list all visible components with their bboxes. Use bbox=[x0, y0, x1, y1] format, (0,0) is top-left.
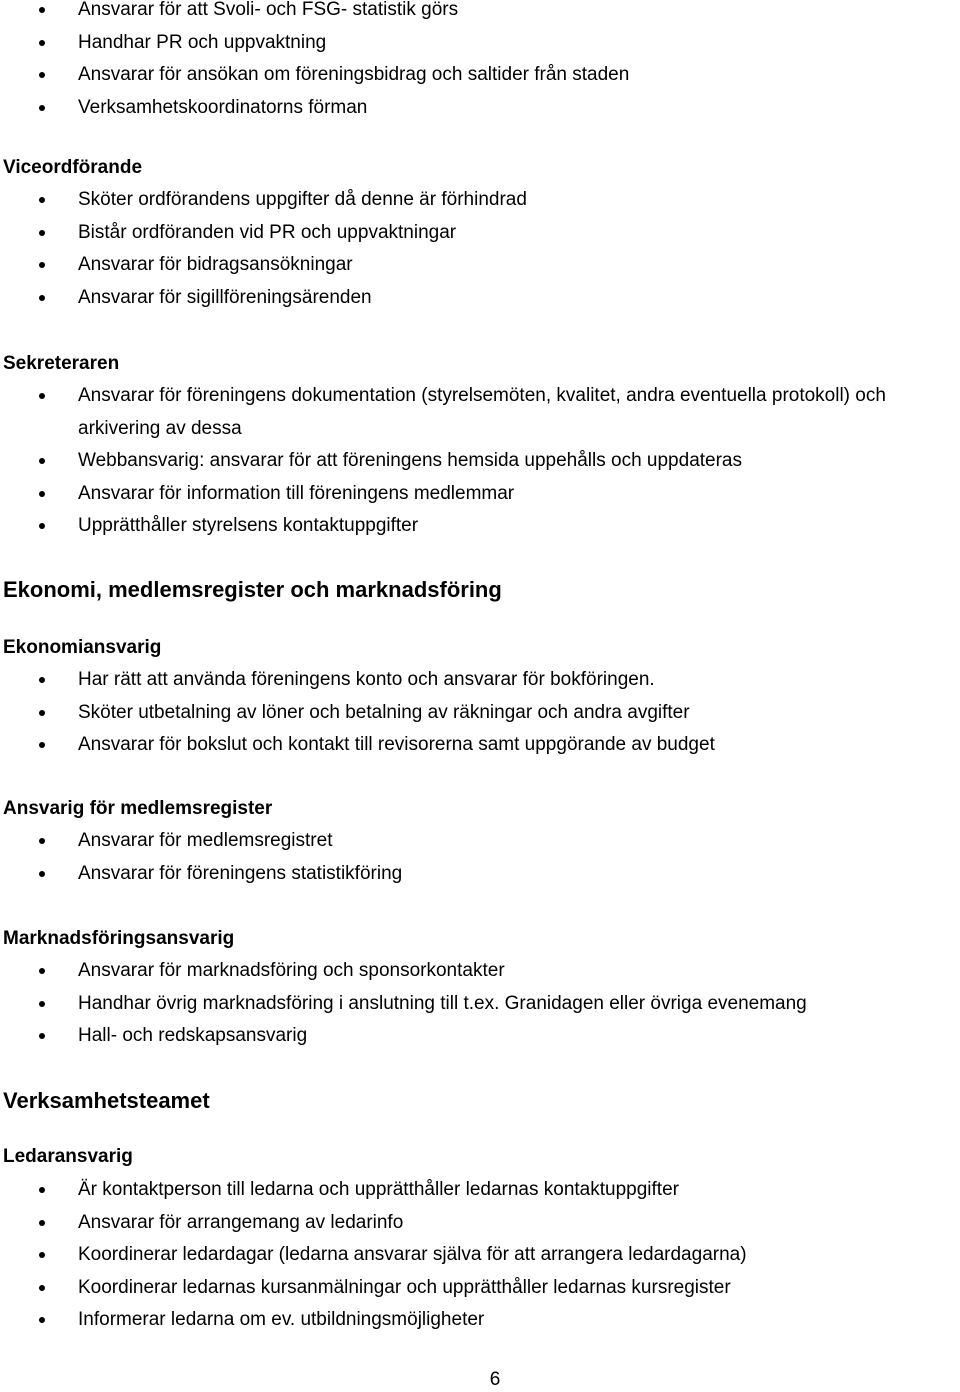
list-item: Ansvarar för sigillföreningsärenden bbox=[0, 282, 960, 315]
sekreteraren-list-block bbox=[0, 380, 960, 543]
bullet-icon bbox=[39, 40, 45, 46]
ekonomiansvarig-list-block bbox=[0, 664, 960, 762]
list-item: Bistår ordföranden vid PR och uppvaktningar bbox=[0, 217, 960, 250]
list-item: Koordinerar ledardagar (ledarna ansvarar själva för att arrangera ledardagarna) bbox=[0, 1239, 960, 1272]
section-title-ekonomi: Ekonomi, medlemsregister och marknadsföring bbox=[3, 577, 502, 602]
intro-list-block bbox=[0, 0, 960, 124]
bullet-icon bbox=[39, 742, 45, 748]
bullet-icon bbox=[39, 1187, 45, 1193]
bullet-icon bbox=[39, 1033, 45, 1039]
list-item: Handhar PR och uppvaktning bbox=[0, 27, 960, 60]
bullet-icon bbox=[39, 871, 45, 877]
list-item: Koordinerar ledarnas kursanmälningar och upprätthåller ledarnas kursregister bbox=[0, 1272, 960, 1305]
list-item: Ansvarar för bidragsansökningar bbox=[0, 249, 960, 282]
bullet-icon bbox=[39, 197, 45, 203]
heading-ledaransvarig: Ledaransvarig bbox=[3, 1146, 133, 1167]
bullet-icon bbox=[39, 523, 45, 529]
sekreteraren-list bbox=[0, 380, 960, 543]
bullet-icon bbox=[39, 838, 45, 844]
list-item: Ansvarar för att Svoli- och FSG- statistik görs bbox=[0, 0, 960, 27]
list-item: Upprätthåller styrelsens kontaktuppgifter bbox=[0, 510, 960, 543]
bullet-icon bbox=[39, 1317, 45, 1323]
list-item: Handhar övrig marknadsföring i anslutning till t.ex. Granidagen eller övriga evenemang bbox=[0, 988, 960, 1021]
bullet-icon bbox=[39, 72, 45, 78]
heading-medlemsregister: Ansvarig för medlemsregister bbox=[3, 798, 273, 819]
heading-ekonomiansvarig: Ekonomiansvarig bbox=[3, 637, 162, 658]
medlemsregister-list-block bbox=[0, 825, 960, 890]
list-item: Sköter utbetalning av löner och betalning av räkningar och andra avgifter bbox=[0, 697, 960, 730]
bullet-icon bbox=[39, 968, 45, 974]
bullet-icon bbox=[39, 295, 45, 301]
bullet-icon bbox=[39, 1001, 45, 1007]
bullet-icon bbox=[39, 1220, 45, 1226]
ekonomiansvarig-list bbox=[0, 664, 960, 762]
list-item: Sköter ordförandens uppgifter då denne är förhindrad bbox=[0, 184, 960, 217]
bullet-icon bbox=[39, 7, 45, 13]
intro-list bbox=[0, 0, 960, 124]
ledaransvarig-list-block bbox=[0, 1174, 960, 1337]
bullet-icon bbox=[39, 458, 45, 464]
list-item: Ansvarar för information till föreningens medlemmar bbox=[0, 478, 960, 511]
heading-marknadsforing: Marknadsföringsansvarig bbox=[3, 928, 235, 949]
list-item: Ansvarar för föreningens dokumentation (styrelsemöten, kvalitet, andra eventuella protokoll) och arkivering av dessa bbox=[0, 380, 958, 445]
marknadsforing-list-block bbox=[0, 955, 960, 1053]
bullet-icon bbox=[39, 230, 45, 236]
list-item: Ansvarar för marknadsföring och sponsorkontakter bbox=[0, 955, 960, 988]
medlemsregister-list bbox=[0, 825, 960, 890]
viceordforande-list-block bbox=[0, 184, 960, 314]
list-item: Är kontaktperson till ledarna och upprätthåller ledarnas kontaktuppgifter bbox=[0, 1174, 960, 1207]
marknadsforing-list bbox=[0, 955, 960, 1053]
viceordforande-list bbox=[0, 184, 960, 314]
section-title-verksamhetsteamet: Verksamhetsteamet bbox=[3, 1088, 210, 1113]
list-item: Informerar ledarna om ev. utbildningsmöjligheter bbox=[0, 1304, 960, 1337]
heading-viceordforande: Viceordförande bbox=[3, 157, 143, 178]
bullet-icon bbox=[39, 1252, 45, 1258]
list-item: Verksamhetskoordinatorns förman bbox=[0, 92, 960, 125]
heading-sekreteraren: Sekreteraren bbox=[3, 353, 120, 374]
bullet-icon bbox=[39, 1285, 45, 1291]
ledaransvarig-list bbox=[0, 1174, 960, 1337]
list-item: Har rätt att använda föreningens konto och ansvarar för bokföringen. bbox=[0, 664, 960, 697]
list-item: Ansvarar för ansökan om föreningsbidrag och saltider från staden bbox=[0, 59, 960, 92]
page-number: 6 bbox=[489, 1369, 501, 1390]
list-item: Ansvarar för medlemsregistret bbox=[0, 825, 960, 858]
list-item: Hall- och redskapsansvarig bbox=[0, 1020, 960, 1053]
bullet-icon bbox=[39, 710, 45, 716]
bullet-icon bbox=[39, 105, 45, 111]
bullet-icon bbox=[39, 262, 45, 268]
list-item: Ansvarar för föreningens statistikföring bbox=[0, 858, 960, 891]
bullet-icon bbox=[39, 677, 45, 683]
list-item: Webbansvarig: ansvarar för att föreningens hemsida uppehålls och uppdateras bbox=[0, 445, 960, 478]
list-item: Ansvarar för arrangemang av ledarinfo bbox=[0, 1207, 960, 1240]
bullet-icon bbox=[39, 393, 45, 399]
list-item: Ansvarar för bokslut och kontakt till revisorerna samt uppgörande av budget bbox=[0, 729, 960, 762]
bullet-icon bbox=[39, 491, 45, 497]
